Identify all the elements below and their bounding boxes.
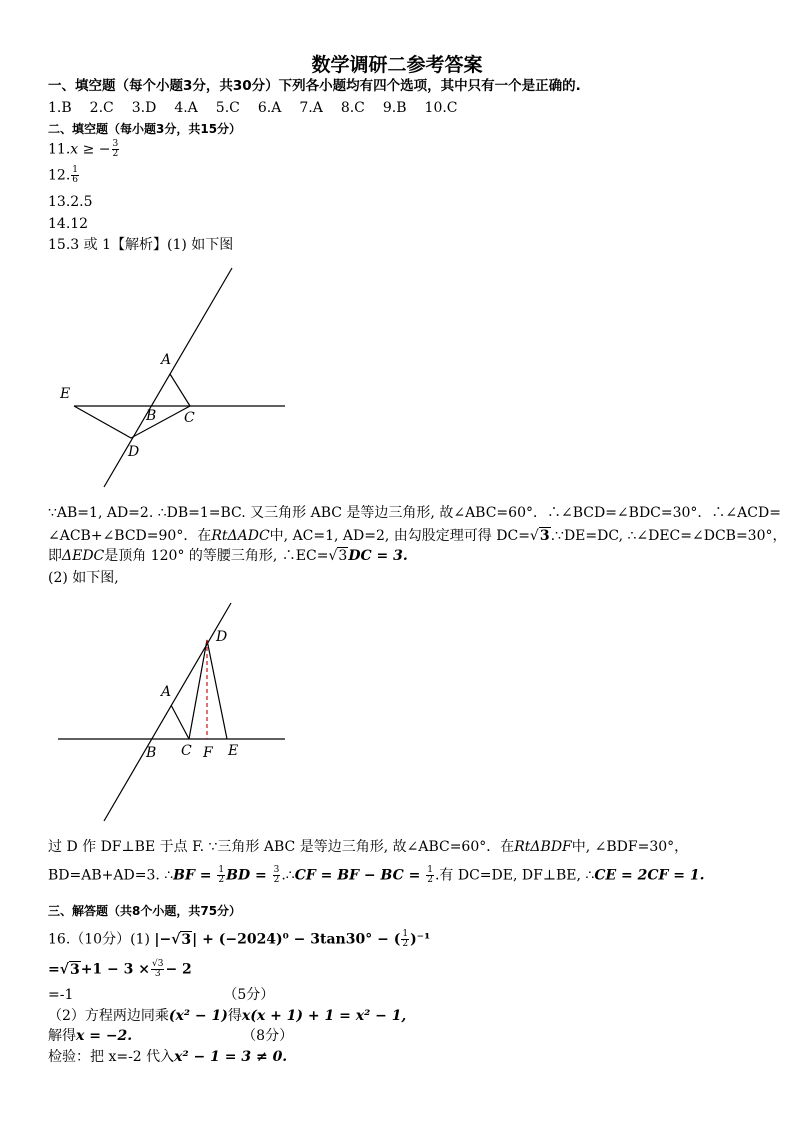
answer-9: 9.B [382, 100, 407, 116]
section1-answers [48, 99, 476, 117]
q16-part2: （2）方程两边同乘(x² − 1)得x(x + 1) + 1 = x² − 1, [48, 1008, 407, 1024]
answer-3: 3.D [131, 100, 157, 116]
answer-15: 15.3 或 1【解析】(1) 如下图 [48, 237, 234, 253]
answer-8: 8.C [340, 100, 365, 116]
section3-heading: 三、解答题（共8个小题，共75分） [48, 904, 242, 918]
page-title: 数学调研二参考答案 [311, 54, 483, 76]
sol2-line2: BD=AB+AD=3. ∴BF = $\frac{1}{2}$ BD = $\frac{3}{2}$ .∴CF = BF − BC = $\frac{1}{2}$ .有 DC=DE, DF⊥BE, ∴CE = 2CF = 1. [48, 865, 705, 885]
fig1-label-d: D [128, 444, 140, 460]
answer-4: 4.A [174, 100, 198, 116]
fig1-label-b: B [146, 408, 157, 424]
section2-heading: 二、填空题（每小题3分，共15分） [48, 122, 242, 136]
q16-step2: =-1 （5分） [48, 987, 275, 1003]
fig1-label-e: E [60, 386, 71, 402]
section1-heading: 一、填空题（每个小题3分，共30分）下列各小题均有四个选项，其中只有一个是正确的. [48, 78, 581, 94]
fig2-segments-cd-de [189, 640, 227, 739]
sol1-line2: ∠ACB+∠BCD=90°．在RtΔADC中, AC=1, AD=2, 由勾股定理可得 DC=√3.∵DE=DC, ∴∠DEC=∠DCB=30°， [48, 528, 787, 544]
sol1-line3: 即ΔEDC是顶角 120° 的等腰三角形, ∴EC=√3DC = 3. [48, 548, 408, 564]
fig1-line-ad [104, 268, 232, 487]
sol1-line1: ∵AB=1, AD=2. ∴DB=1=BC. 又三角形 ABC 是等边三角形, 故∠ABC=60°．∴∠BCD=∠BDC=30°．∴∠ACD= [48, 505, 781, 521]
q16-part1: 16.（10分）(1) |−√3| + (−2024)⁰ − 3tan30° − ( $\frac{1}{2}$ )⁻¹ [48, 929, 431, 949]
answer-5: 5.C [215, 100, 240, 116]
answer-14: 14.12 [48, 216, 89, 232]
fig2-label-b: B [146, 745, 157, 761]
fig1-label-c: C [184, 410, 195, 426]
answer-12: 12. $\frac{1}{6}$ [48, 165, 78, 185]
answer-7: 7.A [299, 100, 323, 116]
fig2-segment-ac [171, 705, 189, 739]
part2-label: (2) 如下图, [48, 570, 119, 586]
fig1-segment-ac [170, 374, 190, 406]
fig2-label-f: F [203, 745, 213, 761]
q16-step1: =√3+1 − 3 × $\frac{√3}{3}$ − 2 [48, 959, 192, 979]
q16-part2-solution: 解得x = −2. （8分） [48, 1028, 294, 1044]
answer-11: 11.x ≥ − $\frac{3}{2}$ [48, 139, 119, 159]
fig2-line-bd [104, 603, 231, 821]
fig2-label-a: A [161, 684, 172, 700]
fig2-label-d: D [216, 629, 228, 645]
answer-1: 1.B [48, 100, 72, 116]
fig2-label-c: C [181, 743, 192, 759]
q16-check: 检验：把 x=-2 代入x² − 1 = 3 ≠ 0. [48, 1049, 288, 1065]
answer-6: 6.A [257, 100, 282, 116]
answer-2: 2.C [89, 100, 114, 116]
answer-13: 13.2.5 [48, 194, 93, 210]
fig1-segments-ed-dc [74, 406, 190, 438]
answer-10: 10.C [424, 100, 458, 116]
sol2-line1: 过 D 作 DF⊥BE 于点 F. ∵三角形 ABC 是等边三角形, 故∠ABC=60°．在RtΔBDF中, ∠BDF=30°， [48, 839, 689, 855]
fig1-label-a: A [161, 352, 172, 368]
fig2-label-e: E [228, 743, 239, 759]
